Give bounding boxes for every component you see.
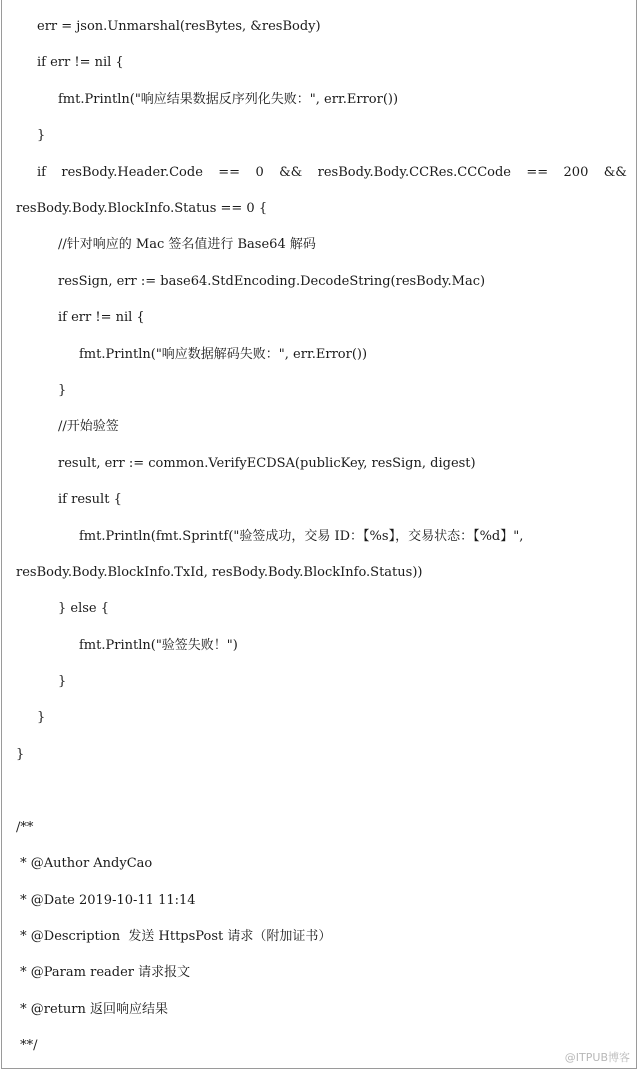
code-line: if err != nil {	[37, 55, 124, 70]
code-line: //开始验签	[58, 419, 119, 434]
code-line: * @Author AndyCao	[16, 856, 153, 871]
code-token: &&	[279, 165, 303, 180]
code-line: * @Description 发送 HttpsPost 请求（附加证书）	[16, 929, 332, 944]
watermark: @ITPUB博客	[564, 1051, 630, 1064]
code-line: }	[37, 128, 46, 143]
code-token: ==	[218, 165, 241, 180]
code-line: }	[58, 383, 67, 398]
code-line: }	[16, 747, 25, 762]
code-token: resBody.Body.CCRes.CCCode	[317, 165, 511, 180]
code-line: //针对响应的 Mac 签名值进行 Base64 解码	[58, 237, 316, 252]
code-line: fmt.Println("响应数据解码失败：", err.Error())	[79, 347, 368, 362]
code-line: * @return 返回响应结果	[16, 1002, 168, 1017]
code-line: } else {	[58, 601, 110, 616]
code-line: fmt.Println(fmt.Sprintf("验签成功，交易 ID：【%s】，交易状态：【%d】",	[79, 529, 524, 544]
code-line: if result {	[58, 492, 122, 507]
code-line: result, err := common.VerifyECDSA(publicKey, resSign, digest)	[58, 456, 476, 471]
code-token: 0	[255, 165, 264, 180]
code-line-justified	[37, 163, 627, 183]
code-line: fmt.Println("响应结果数据反序列化失败：", err.Error())	[58, 92, 399, 107]
code-line: }	[37, 710, 46, 725]
code-token: ==	[526, 165, 549, 180]
code-token: 200	[563, 165, 589, 180]
code-token: resBody.Header.Code	[61, 165, 203, 180]
code-frame	[1, 0, 637, 1069]
code-line: **/	[16, 1038, 38, 1053]
code-line: * @Param reader 请求报文	[16, 965, 191, 980]
code-line: * @Date 2019-10-11 11:14	[16, 893, 196, 908]
code-line: }	[58, 674, 67, 689]
code-token: if	[37, 165, 46, 180]
code-line: err = json.Unmarshal(resBytes, &resBody)	[37, 19, 321, 34]
code-line: resBody.Body.BlockInfo.TxId, resBody.Body.BlockInfo.Status))	[16, 565, 423, 580]
code-line: resBody.Body.BlockInfo.Status == 0 {	[16, 201, 268, 216]
code-line: resSign, err := base64.StdEncoding.DecodeString(resBody.Mac)	[58, 274, 486, 289]
code-line: fmt.Println("验签失败！")	[79, 638, 238, 653]
code-line: if err != nil {	[58, 310, 145, 325]
code-token: &&	[603, 165, 627, 180]
code-line: /**	[16, 820, 34, 835]
